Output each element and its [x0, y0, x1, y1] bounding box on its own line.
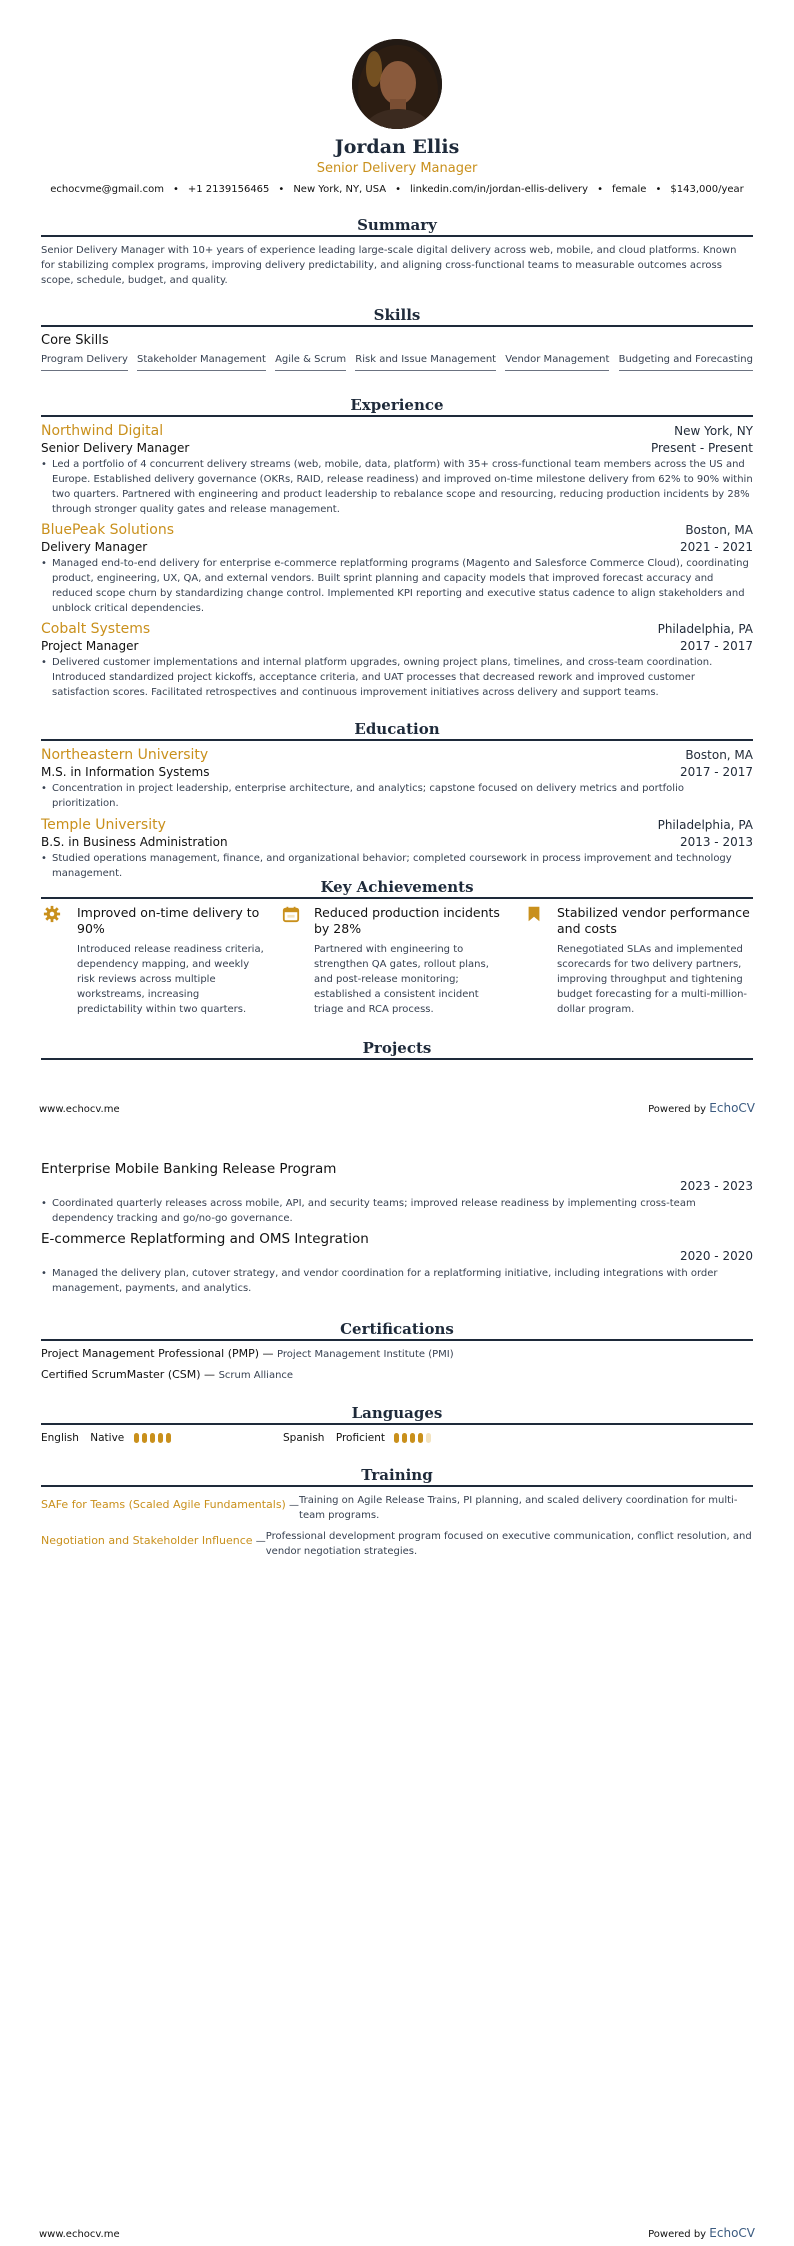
- skill-item: Budgeting and Forecasting: [619, 354, 753, 371]
- section-divider: [41, 1485, 753, 1487]
- section-divider: [41, 897, 753, 899]
- certification-name: Certified ScrumMaster (CSM): [41, 1368, 201, 1381]
- section-divider: [41, 1058, 753, 1060]
- education-entry: [41, 817, 753, 881]
- section-divider: [41, 739, 753, 741]
- rating-dot-filled: [418, 1433, 423, 1443]
- project-bullet: • Coordinated quarterly releases across mobile, API, and security teams; improved release readiness by implementing cross-team dependency tracking and go/no-go governance.: [41, 1196, 753, 1226]
- education-dates: 2013 - 2013: [679, 835, 753, 849]
- footer-brand[interactable]: EchoCV: [709, 2226, 755, 2240]
- achievements-grid: [41, 905, 753, 1017]
- education-bullet: • Studied operations management, finance, and organizational behavior; completed coursework in process improvement and technology management.: [41, 851, 753, 881]
- rating-dot-filled: [158, 1433, 163, 1443]
- footer-powered: [648, 1101, 755, 1115]
- job-dates: 2017 - 2017: [679, 639, 753, 653]
- achievement-desc: Partnered with engineering to strengthen QA gates, rollout plans, and post-release monitoring; established a consistent incident triage and RCA process.: [314, 944, 489, 1015]
- skill-item: Program Delivery: [41, 354, 128, 371]
- project-dates: 2020 - 2020: [679, 1249, 753, 1263]
- certification-issuer: Scrum Alliance: [218, 1370, 294, 1381]
- achievement-desc: Introduced release readiness criteria, dependency mapping, and weekly risk reviews across multiple workstreams, increasing predictability within two quarters.: [77, 944, 264, 1015]
- training-item: [41, 1529, 753, 1559]
- languages-heading: Languages: [351, 1404, 443, 1422]
- contact-location: New York, NY, USA: [293, 184, 387, 195]
- education-heading: Education: [354, 720, 440, 738]
- certification-name: Project Management Professional (PMP): [41, 1347, 260, 1360]
- company-location: New York, NY: [674, 424, 753, 438]
- achievement-title: Improved on-time delivery to 90%: [77, 905, 260, 936]
- summary-heading: Summary: [357, 216, 437, 234]
- degree: M.S. in Information Systems: [41, 765, 210, 779]
- footer-powered-label: Powered by: [648, 2229, 707, 2240]
- job-bullet: • Delivered customer implementations and internal platform upgrades, owning project plans, timelines, and cross-team coordination. Introduced standardized project kickoffs, acceptance criteria, and UAT processes that decreased rework and improved customer satisfaction scores. Facilitated retrospectives and continuous improvement initiatives across delivery and support teams.: [41, 655, 753, 700]
- company-location: Boston, MA: [685, 523, 753, 537]
- contact-salary: $143,000/year: [670, 184, 744, 195]
- training-sep: —: [285, 1500, 300, 1511]
- school-location: Boston, MA: [685, 748, 753, 762]
- skill-item: Agile & Scrum: [275, 354, 346, 371]
- training-desc: Training on Agile Release Trains, PI planning, and scaled delivery coordination for multi-team programs.: [299, 1495, 738, 1521]
- rating-dot-filled: [142, 1433, 147, 1443]
- education-dates: 2017 - 2017: [679, 765, 753, 779]
- job-dates: 2021 - 2021: [679, 540, 753, 554]
- training-heading: Training: [361, 1466, 433, 1484]
- certification-issuer: Project Management Institute (PMI): [277, 1349, 454, 1360]
- language-item: [283, 1432, 434, 1444]
- experience-entry: [41, 621, 753, 700]
- section-divider: [41, 415, 753, 417]
- school-name: Temple University: [41, 817, 166, 833]
- company-name: BluePeak Solutions: [41, 522, 174, 538]
- experience-entry: [41, 423, 753, 517]
- language-item: [41, 1432, 283, 1444]
- rating-dot-filled: [410, 1433, 415, 1443]
- achievement-card: [521, 905, 753, 1017]
- training-sep: —: [252, 1536, 266, 1547]
- gear-icon: [41, 908, 61, 927]
- experience-heading: Experience: [350, 396, 444, 414]
- projects-heading: Projects: [362, 1039, 432, 1057]
- project-name: E-commerce Replatforming and OMS Integration: [41, 1231, 369, 1247]
- project-bullet: • Managed the delivery plan, cutover strategy, and vendor coordination for a replatforming initiative, including integrations with order management, payments, and analytics.: [41, 1266, 753, 1296]
- company-name: Northwind Digital: [41, 423, 164, 439]
- rating-dot-filled: [134, 1433, 139, 1443]
- training-name: SAFe for Teams (Scaled Agile Fundamentals): [41, 1498, 286, 1511]
- achievements-heading: Key Achievements: [320, 878, 474, 896]
- skill-item: Stakeholder Management: [137, 354, 266, 371]
- rating-dot-filled: [166, 1433, 171, 1443]
- candidate-title: Senior Delivery Manager: [316, 161, 478, 176]
- rating-dot-filled: [402, 1433, 407, 1443]
- training-desc: Professional development program focused on executive communication, conflict resolution, and vendor negotiation strategies.: [265, 1531, 752, 1557]
- candidate-name: Jordan Ellis: [334, 136, 460, 158]
- footer-brand[interactable]: EchoCV: [709, 1101, 755, 1115]
- language-name: Spanish: [283, 1432, 325, 1444]
- footer-site[interactable]: www.echocv.me: [39, 1104, 120, 1115]
- certification-item: [41, 1368, 753, 1381]
- achievement-card: [41, 905, 278, 1017]
- achievement-title: Stabilized vendor performance and costs: [557, 905, 750, 936]
- section-divider: [41, 1339, 753, 1341]
- language-level: Proficient: [335, 1432, 386, 1444]
- certifications-heading: Certifications: [340, 1320, 454, 1338]
- job-dates: Present - Present: [650, 441, 753, 455]
- education-bullet: • Concentration in project leadership, enterprise architecture, and analytics; capstone focused on delivery metrics and portfolio prioritization.: [41, 781, 753, 811]
- training-item: [41, 1493, 753, 1523]
- languages-list: [41, 1432, 753, 1444]
- project-entry: [41, 1161, 753, 1226]
- contact-email[interactable]: echocvme@gmail.com: [50, 184, 164, 195]
- job-role: Project Manager: [41, 639, 139, 653]
- rating-dot-filled: [150, 1433, 155, 1443]
- section-divider: [41, 325, 753, 327]
- footer-powered-label: Powered by: [648, 1104, 707, 1115]
- language-rating: [134, 1432, 174, 1444]
- company-name: Cobalt Systems: [41, 621, 151, 637]
- contact-line: echocvme@gmail.com • +1 2139156465 • New York, NY, USA • linkedin.com/in/jordan-ellis-delivery • female • $143,000/year: [50, 184, 744, 195]
- footer-powered: [648, 2226, 755, 2240]
- contact-phone[interactable]: +1 2139156465: [187, 184, 270, 195]
- company-location: Philadelphia, PA: [657, 622, 753, 636]
- degree: B.S. in Business Administration: [41, 835, 228, 849]
- certification-sep: —: [200, 1368, 219, 1381]
- summary-text: Senior Delivery Manager with 10+ years of experience leading large-scale digital delivery across web, mobile, and cloud platforms. Known for stabilizing complex programs, improving delivery predictability, and aligning cross-functional teams to measurable outcomes across scope, schedule, budget, and quality.: [41, 245, 737, 286]
- school-name: Northeastern University: [41, 747, 209, 763]
- language-name: English: [41, 1432, 79, 1444]
- contact-linkedin[interactable]: linkedin.com/in/jordan-ellis-delivery: [410, 184, 589, 195]
- language-level: Native: [90, 1432, 125, 1444]
- achievement-title: Reduced production incidents by 28%: [314, 905, 500, 936]
- skill-item: Risk and Issue Management: [355, 354, 496, 371]
- job-bullet: • Managed end-to-end delivery for enterprise e-commerce replatforming programs (Magento and Salesforce Commerce Cloud), coordinating product, engineering, UX, QA, and external vendors. Built sprint planning and capacity models that improved forecast accuracy and reduced scope churn by standardizing change control. Implemented KPI reporting and executive status cadence to align stakeholders and unblock critical dependencies.: [41, 556, 753, 616]
- job-role: Delivery Manager: [41, 540, 148, 554]
- skills-group-title: Core Skills: [41, 333, 109, 348]
- section-divider: [41, 1423, 753, 1425]
- achievement-desc: Renegotiated SLAs and implemented scorecards for two delivery partners, improving throughput and tightening budget forecasting for a multi-million-dollar program.: [557, 944, 748, 1015]
- certification-sep: —: [259, 1347, 278, 1360]
- skill-item: Vendor Management: [505, 354, 609, 371]
- footer-site[interactable]: www.echocv.me: [39, 2229, 120, 2240]
- certification-item: [41, 1347, 753, 1360]
- rating-dot-empty: [426, 1433, 431, 1443]
- section-divider: [41, 235, 753, 237]
- rating-dot-filled: [394, 1433, 399, 1443]
- education-entry: [41, 747, 753, 811]
- job-role: Senior Delivery Manager: [41, 441, 190, 455]
- training-name: Negotiation and Stakeholder Influence: [41, 1534, 253, 1547]
- project-dates: 2023 - 2023: [679, 1179, 753, 1193]
- skills-list: [41, 354, 753, 371]
- project-entry: [41, 1231, 753, 1296]
- skills-heading: Skills: [373, 306, 421, 324]
- avatar: [352, 39, 442, 129]
- project-name: Enterprise Mobile Banking Release Program: [41, 1161, 337, 1177]
- achievement-card: [278, 905, 521, 1017]
- school-location: Philadelphia, PA: [657, 818, 753, 832]
- job-bullet: • Led a portfolio of 4 concurrent delivery streams (web, mobile, data, platform) with 35+ cross-functional team members across the US and Europe. Established delivery governance (OKRs, RAID, release readiness) and improved on-time milestone delivery from 62% to 90% within two quarters. Partnered with engineering and product leadership to rebalance scope and resourcing, reducing production incidents by 28% through stronger quality gates and release management.: [41, 457, 753, 517]
- contact-gender: female: [611, 184, 647, 195]
- bookmark-icon: [521, 908, 543, 927]
- language-rating: [394, 1432, 434, 1444]
- experience-entry: [41, 522, 753, 616]
- calendar-icon: [278, 908, 300, 927]
